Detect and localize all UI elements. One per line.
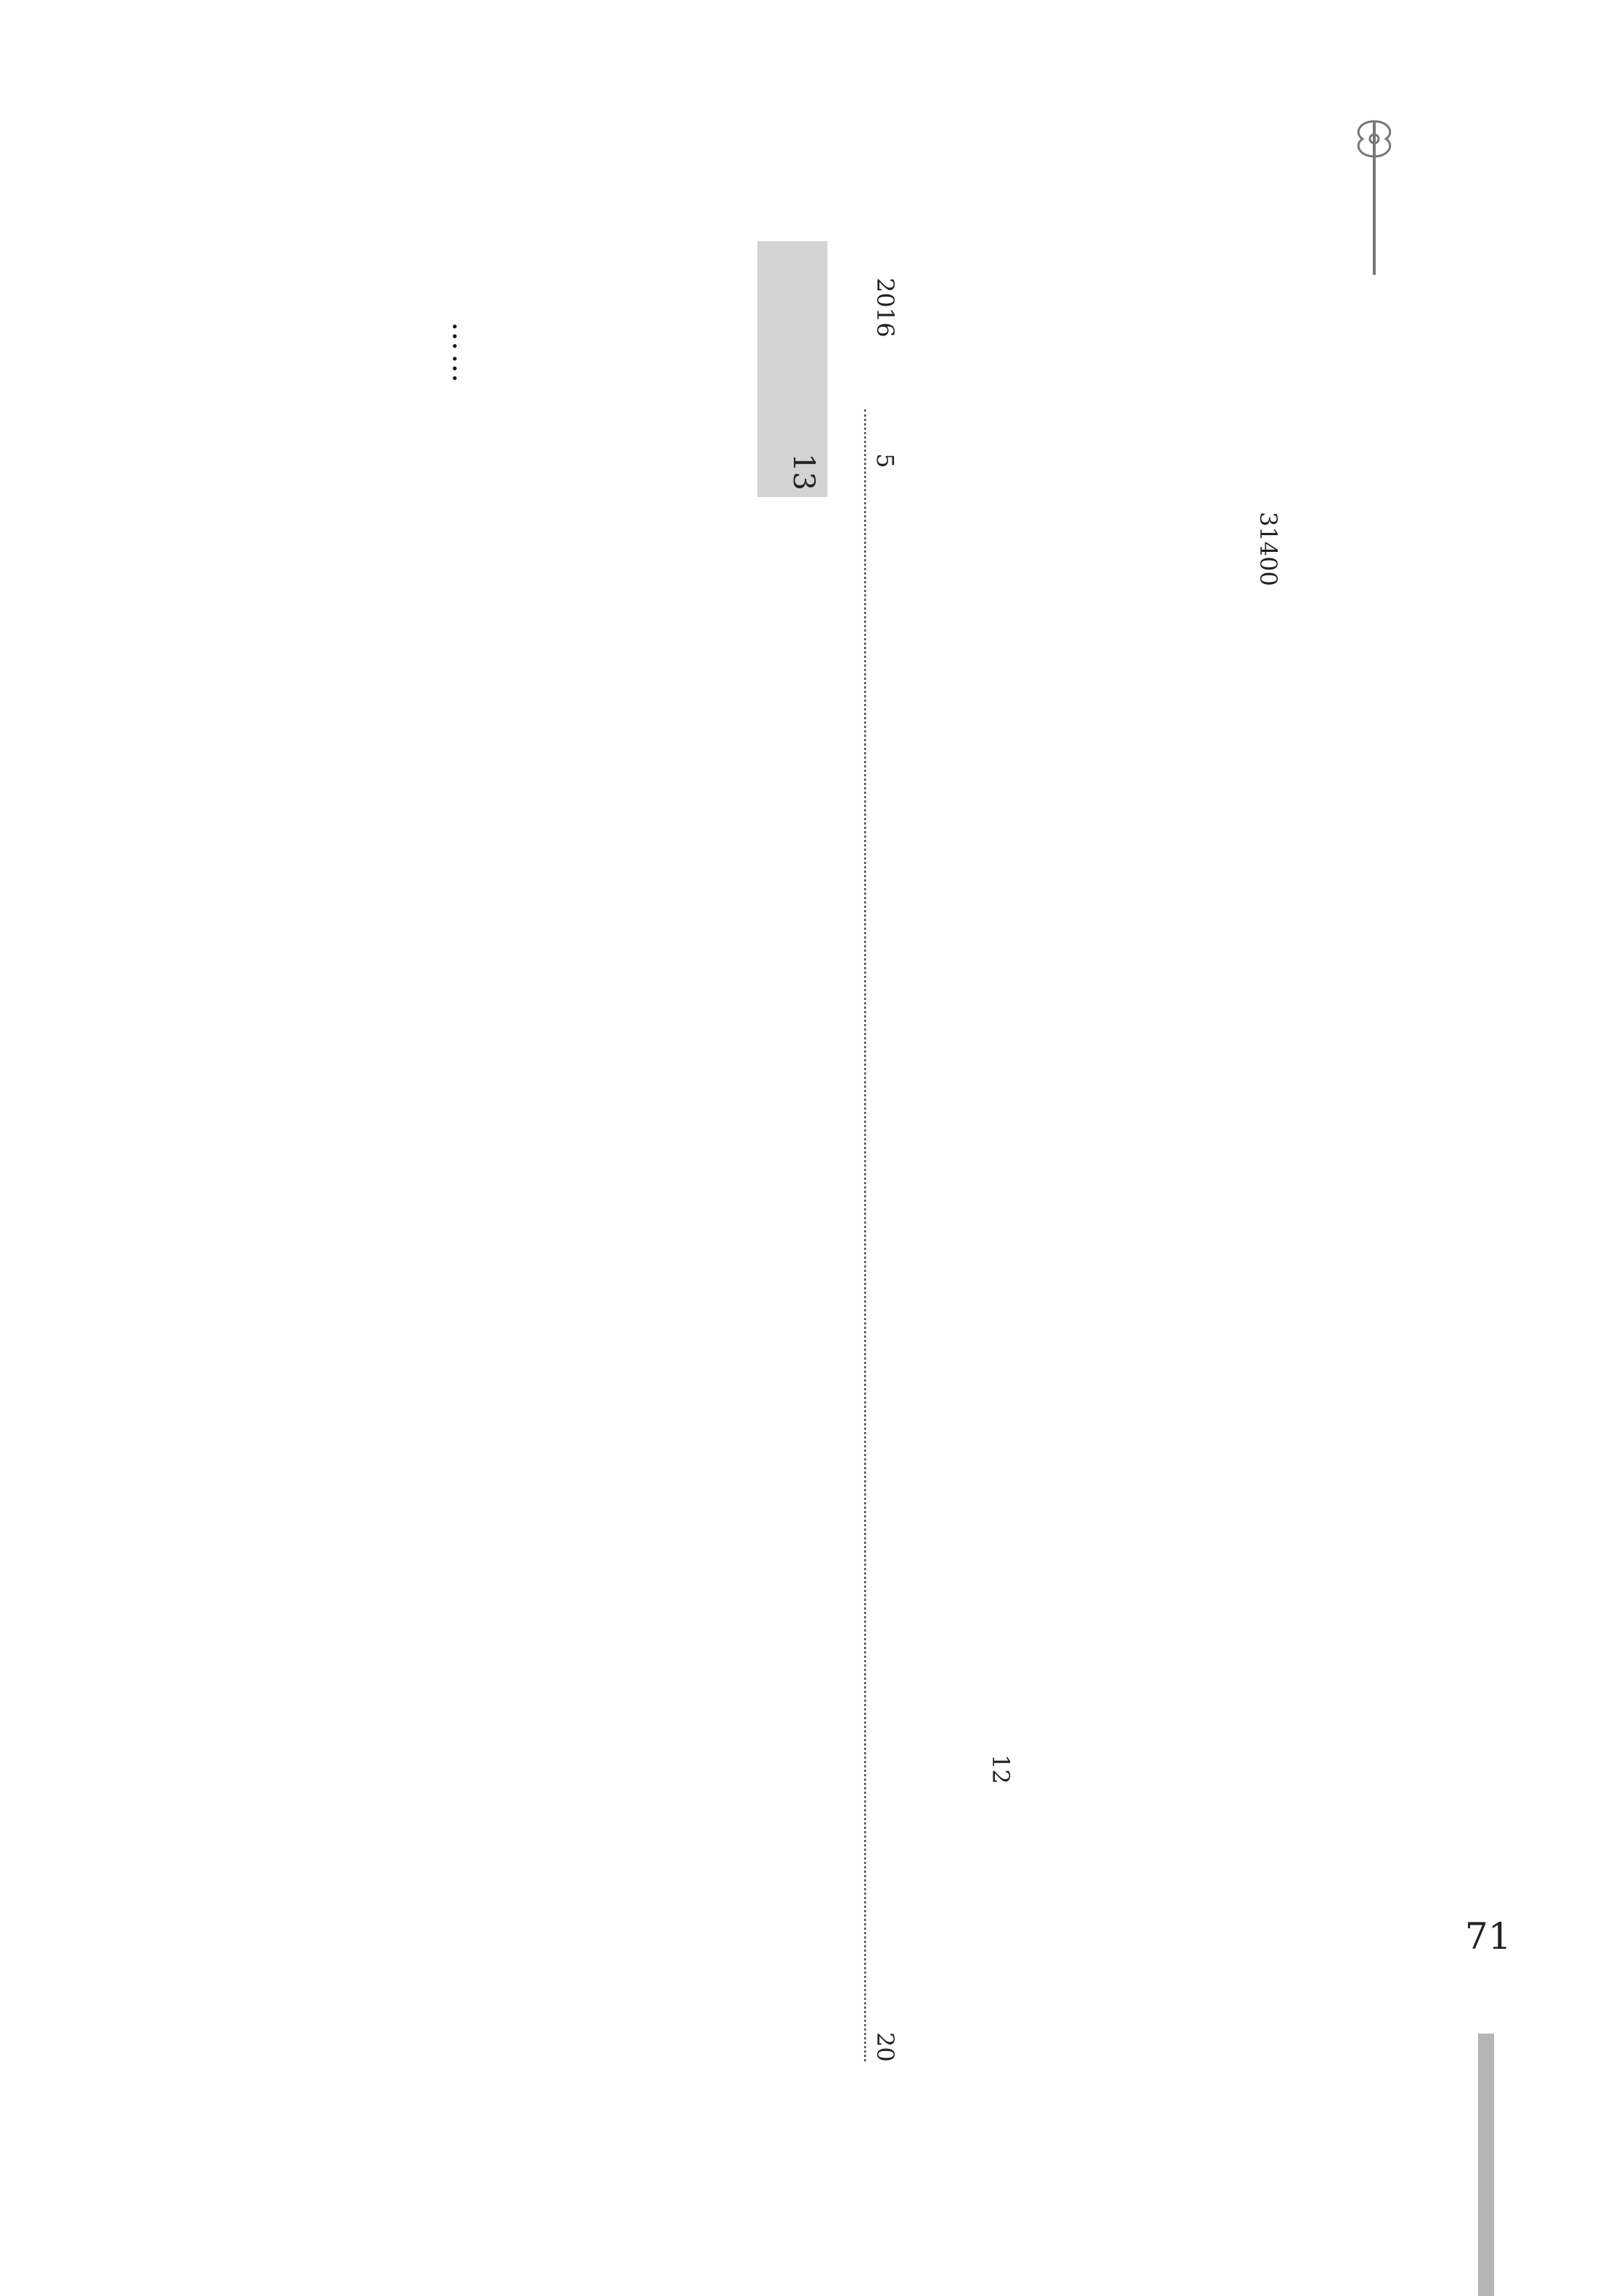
text-column [936, 219, 972, 2047]
body-column [292, 219, 329, 2047]
section-title [775, 497, 822, 1740]
ellipsis: …… [446, 322, 480, 386]
inline-number-31400: 31400 [1254, 512, 1282, 586]
section-number: 13 [787, 453, 820, 490]
text-column [1111, 219, 1148, 2047]
body-column [395, 219, 431, 2047]
inline-number-12: 12 [987, 1754, 1015, 1784]
body-column [344, 219, 380, 2047]
text-column [1023, 219, 1060, 2047]
body-column [592, 219, 629, 2047]
text-column [1067, 219, 1104, 2047]
page-number: 71 [1465, 1915, 1512, 1958]
dotted-separator [864, 409, 866, 2061]
text-column [1199, 219, 1235, 2047]
issue-number: 20 [871, 2032, 899, 2062]
body-column [541, 219, 577, 2047]
text-column [1155, 219, 1191, 2047]
text-column [1367, 219, 1403, 1389]
text-column [1287, 219, 1323, 2047]
inline-number-5: 5 [871, 453, 899, 469]
body-column [241, 219, 278, 2047]
text-column [892, 219, 928, 2047]
text-column [1243, 219, 1279, 2047]
body-column [490, 219, 526, 1316]
year-number: 2016 [871, 278, 899, 338]
body-column [643, 219, 680, 2047]
running-header [1433, 285, 1480, 1455]
margin-tab [1478, 2034, 1494, 2296]
body-column [190, 219, 227, 2047]
text-column [1330, 219, 1367, 2047]
